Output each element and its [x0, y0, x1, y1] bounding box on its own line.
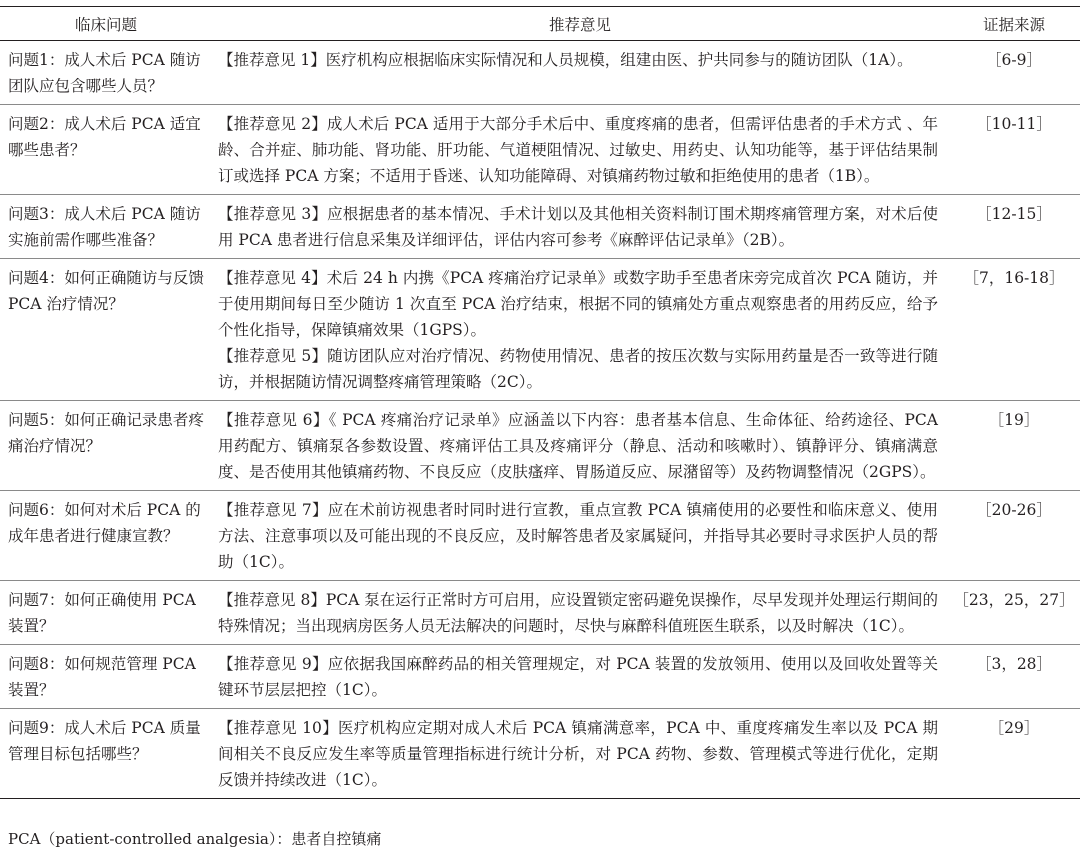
table-row	[0, 709, 1080, 799]
recommendation-text: 【推荐意见 5】随访团队应对治疗情况、药物使用情况、患者的按压次数与实际用药量是否一致等进行随访，并根据随访情况调整疼痛管理策略（2C）。	[218, 347, 938, 391]
recommendation-cell	[212, 491, 948, 581]
recommendation-table	[0, 6, 1080, 799]
table-header-row	[0, 7, 1080, 41]
source-cell: ［23，25，27］	[948, 581, 1080, 645]
table-row	[0, 645, 1080, 709]
table-row	[0, 491, 1080, 581]
source-cell: ［12-15］	[948, 195, 1080, 259]
source-cell: ［20-26］	[948, 491, 1080, 581]
recommendation-cell	[212, 105, 948, 195]
recommendation-text: 【推荐意见 1】医疗机构应根据临床实际情况和人员规模，组建由医、护共同参与的随访团队（1A）。	[218, 51, 913, 69]
question-cell: 问题3：成人术后 PCA 随访实施前需作哪些准备？	[0, 195, 212, 259]
recommendation-text: 【推荐意见 6】《 PCA 疼痛治疗记录单》应涵盖以下内容：患者基本信息、生命体征、给药途径、PCA 用药配方、镇痛泵各参数设置、疼痛评估工具及疼痛评分（静息、活动和咳嗽时）、镇静评分、镇痛满意度、是否使用其他镇痛药物、不良反应（皮肤瘙痒、胃肠道反应、尿潴留等）及药物调整情况（2GPS）。	[218, 411, 938, 481]
recommendation-text: 【推荐意见 3】应根据患者的基本情况、手术计划以及其他相关资料制订围术期疼痛管理方案，对术后使用 PCA 患者进行信息采集及详细评估，评估内容可参考《麻醉评估记录单》（2B）。	[218, 205, 938, 249]
table-row	[0, 195, 1080, 259]
table-footnote: PCA（patient-controlled analgesia）：患者自控镇痛	[8, 830, 382, 848]
source-cell: ［10-11］	[948, 105, 1080, 195]
header-evidence-source: 证据来源	[948, 7, 1080, 41]
source-cell: ［29］	[948, 709, 1080, 799]
header-clinical-question: 临床问题	[0, 7, 212, 41]
source-cell: ［6-9］	[948, 41, 1080, 105]
recommendation-text: 【推荐意见 2】成人术后 PCA 适用于大部分手术后中、重度疼痛的患者，但需评估患者的手术方式 、年龄、合并症、肺功能、肾功能、肝功能、气道梗阻情况、过敏史、用药史、认知功能等，基于评估结果制订或选择 PCA 方案；不适用于昏迷、认知功能障碍、对镇痛药物过敏和拒绝使用的患者（1B）。	[218, 115, 938, 185]
table-row	[0, 105, 1080, 195]
recommendation-text: 【推荐意见 8】PCA 泵在运行正常时方可启用，应设置锁定密码避免误操作，尽早发现并处理运行期间的特殊情况；当出现病房医务人员无法解决的问题时，尽快与麻醉科值班医生联系，以及时解决（1C）。	[218, 591, 938, 635]
question-cell: 问题6：如何对术后 PCA 的成年患者进行健康宣教？	[0, 491, 212, 581]
question-cell: 问题9：成人术后 PCA 质量管理目标包括哪些？	[0, 709, 212, 799]
source-cell: ［3，28］	[948, 645, 1080, 709]
header-recommendation: 推荐意见	[212, 7, 948, 41]
recommendation-cell	[212, 645, 948, 709]
question-cell: 问题5：如何正确记录患者疼痛治疗情况？	[0, 401, 212, 491]
question-cell: 问题8：如何规范管理 PCA 装置？	[0, 645, 212, 709]
table-row	[0, 581, 1080, 645]
recommendation-cell	[212, 195, 948, 259]
source-cell: ［19］	[948, 401, 1080, 491]
question-cell: 问题7：如何正确使用 PCA 装置？	[0, 581, 212, 645]
recommendation-cell	[212, 401, 948, 491]
recommendation-text: 【推荐意见 7】应在术前访视患者时同时进行宣教，重点宣教 PCA 镇痛使用的必要性和临床意义、使用方法、注意事项以及可能出现的不良反应，及时解答患者及家属疑问，并指导其必要时寻求医护人员的帮助（1C）。	[218, 501, 938, 571]
question-cell: 问题4：如何正确随访与反馈 PCA 治疗情况？	[0, 259, 212, 401]
table-row	[0, 259, 1080, 401]
question-cell: 问题2：成人术后 PCA 适宜哪些患者？	[0, 105, 212, 195]
recommendation-text: 【推荐意见 4】术后 24 h 内携《PCA 疼痛治疗记录单》或数字助手至患者床旁完成首次 PCA 随访，并于使用期间每日至少随访 1 次直至 PCA 治疗结束，根据不同的镇痛处方重点观察患者的用药反应，给予个性化指导，保障镇痛效果（1GPS）。	[218, 269, 938, 339]
recommendation-cell	[212, 709, 948, 799]
recommendation-cell	[212, 259, 948, 401]
source-cell: ［7，16-18］	[948, 259, 1080, 401]
recommendation-text: 【推荐意见 10】医疗机构应定期对成人术后 PCA 镇痛满意率，PCA 中、重度疼痛发生率以及 PCA 期间相关不良反应发生率等质量管理指标进行统计分析，对 PCA 药物、参数、管理模式等进行优化，定期反馈并持续改进（1C）。	[218, 719, 938, 789]
question-cell: 问题1：成人术后 PCA 随访团队应包含哪些人员？	[0, 41, 212, 105]
recommendation-text: 【推荐意见 9】应依据我国麻醉药品的相关管理规定，对 PCA 装置的发放领用、使用以及回收处置等关键环节层层把控（1C）。	[218, 655, 938, 699]
table-row	[0, 41, 1080, 105]
recommendation-cell	[212, 41, 948, 105]
table-row	[0, 401, 1080, 491]
recommendation-cell	[212, 581, 948, 645]
